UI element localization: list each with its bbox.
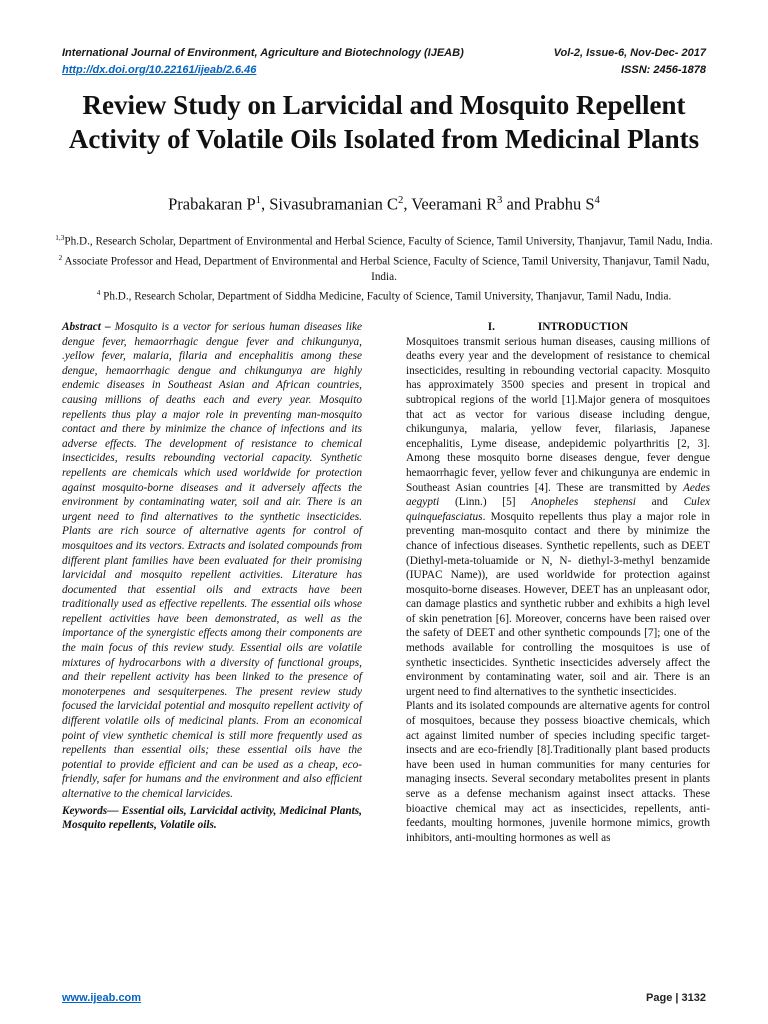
section-heading — [406, 320, 710, 335]
page-number: Page | 3132 — [646, 992, 706, 1004]
species-name: Aedes aegypti — [406, 481, 710, 509]
author-sup: 2 — [398, 194, 404, 206]
species-name: Culex quinquefasciatus — [406, 496, 710, 523]
affiliation — [52, 250, 716, 286]
abstract-column — [62, 320, 362, 833]
affiliations — [52, 230, 716, 305]
affiliation-sup: 1,3 — [55, 234, 65, 242]
running-header — [62, 47, 706, 59]
abstract-text: Mosquito is a vector for serious human diseases like dengue fever, hemaorrhagic dengue fever and chikungunya, .yellow fever, malaria, filaria and encephalitis among these dengue, hemaorrhagic dengue and chikungunya are highly endemic diseases in Southeast Asian and African countries, causing millions of deaths each and every year. Mosquito repellents thus play a major role in preventing man-mosquito contact and there by minimize the chance of infections and its adverse effects. The development of resistance to chemical insecticides, results rebounding vectorial capacity. Synthetic repellents are chemicals which used worldwide for protection against mosquito-borne diseases and it adversely affects the environment by contaminating water, soil and air. There is an urgent need to find alternatives to the synthetic insecticides. Plants are rich source of alternative agents for control of mosquitoes and its vectors. Extracts and isolated compounds from different plant families have been evaluated for their promising larvicidal and mosquito repellent activities. Literature has documented that essential oils and extracts have been traditionally used as effective repellents. The essential oils whose repellent activities have been demonstrated, as well as the importance of the synergistic effects among their components are the main focus of this review study. Essential oils are volatile mixtures of hydrocarbons with a diversity of functional groups, and their repellent activity has been linked to the presence of monoterpenes and sesquiterpenes. The present review study focused the larvicidal potential and mosquito repellent activity of different volatile oils of medicinal plants. From an economical point of view synthetic chemical is still more frequently used as repellents than essential oils; these essential oils have the potential to provide efficient and can be used as a cheap, eco-friendly, safer for humans and the environment and also efficient alternative to the chemical larvicides. — [62, 321, 362, 800]
abstract — [62, 320, 362, 802]
author-sup: 1 — [255, 194, 261, 206]
intro-text: and — [635, 496, 684, 509]
intro-paragraph-1 — [406, 335, 710, 700]
affiliation-text: Associate Professor and Head, Department of Environmental and Herbal Science, Faculty of Science, Tamil University, Thanjavur, Tamil Nadu, India. — [64, 255, 710, 284]
journal-website-link[interactable]: www.ijeab.com — [62, 992, 142, 1004]
doi-line — [62, 64, 706, 76]
page-footer — [62, 992, 706, 1004]
keywords: Keywords— Essential oils, Larvicidal activity, Medicinal Plants, Mosquito repellents, Volatile oils. — [62, 804, 362, 832]
author: Sivasubramanian C — [269, 194, 399, 214]
author: Veeramani R — [411, 194, 498, 214]
section-title: INTRODUCTION — [537, 321, 629, 333]
intro-text: Mosquitoes transmit serious human diseases, causing millions of deaths every year and the development of resistance to chemical insecticides, resulting in rebounding vectorial capacity. Mosquito has approximately 3500 species and present in tropical and subtropical regions of the world [1].Major genera of mosquitoes that act as vector for various disease including dengue, chikungunya, malaria, yellow fever, filariasis, Japanese encephalitis, Lyme disease, andepidemic polyarthritis [2, 3]. Among these mosquito borne diseases dengue, fever dengue hemaorrhagic fever, yellow fever and chikungunya are endemic in Southeast Asian countries [4]. These are transmitted by — [406, 335, 710, 494]
intro-paragraph-2: Plants and its isolated compounds are alternative agents for control of mosquitoes, because they possess bioactive chemicals, which act against limited number of species including specific target-insects and are eco-friendly [8].Traditionally plant based products have been used in human communities for many centuries for managing insects. Several secondary metabolites present in plants serve as a defense mechanism against insect attacks. These bioactive chemical may act as insecticides, repellents, anti-feedants, moulting hormones, juvenile hormone mimics, growth inhibitors, anti-moulting hormones as well as — [406, 700, 710, 844]
intro-text: (Linn.) [5] — [439, 496, 532, 509]
species-name: Anopheles stephensi — [531, 496, 636, 509]
author: Prabakaran P — [168, 194, 256, 214]
issn: ISSN: 2456-1878 — [621, 64, 706, 76]
affiliation-text: Ph.D., Research Scholar, Department of Siddha Medicine, Faculty of Science, Tamil University, Thanjavur, Tamil Nadu, India. — [103, 291, 672, 304]
affiliation-sup: 4 — [96, 289, 101, 298]
affiliation — [52, 230, 716, 250]
introduction-column — [406, 320, 710, 845]
section-number: I. — [487, 321, 495, 333]
abstract-label: Abstract – — [62, 321, 111, 333]
author: Prabhu S — [534, 194, 595, 214]
intro-text: . Mosquito repellents thus play a major role in preventing man-mosquito contact and there by minimize the chance of infectious diseases. Synthetic repellents, such as DEET (Diethyl-meta-toluamide or N, N- diethyl-3-methyl benzamide (IUPAC Name)), are used worldwide for protection against mosquito-borne diseases. However, DEET has an unpleasant odor, can damage plastics and synthetic rubber and exhibits a high level of skin penetration [6]. Moreover, concerns have been raised over the safety of DEET and other synthetic compounds [7]; one of the methods available for controlling the mosquitoes is use of synthetic insecticides. Synthetic insecticides adversely affect the environment by contaminating water, soil and air. There is an urgent need to find alternatives to the synthetic insecticides. — [406, 510, 710, 698]
author-sup: 4 — [594, 194, 600, 206]
author-separator: , — [261, 194, 270, 214]
affiliation-text: Ph.D., Research Scholar, Department of Environmental and Herbal Science, Faculty of Science, Tamil University, Thanjavur, Tamil Nadu, India. — [64, 235, 713, 248]
affiliation — [52, 285, 716, 305]
paper-title: Review Study on Larvicidal and Mosquito Repellent Activity of Volatile Oils Isolated from Medicinal Plants — [68, 90, 700, 154]
doi-link[interactable]: http://dx.doi.org/10.22161/ijeab/2.6.46 — [62, 64, 257, 76]
volume-issue: Vol-2, Issue-6, Nov-Dec- 2017 — [553, 47, 706, 59]
author-list — [40, 194, 728, 215]
author-separator: , — [403, 194, 412, 214]
author-and: and — [502, 194, 535, 214]
affiliation-sup: 2 — [58, 253, 63, 262]
journal-name: International Journal of Environment, Agriculture and Biotechnology (IJEAB) — [62, 47, 464, 59]
author-sup: 3 — [497, 194, 503, 206]
